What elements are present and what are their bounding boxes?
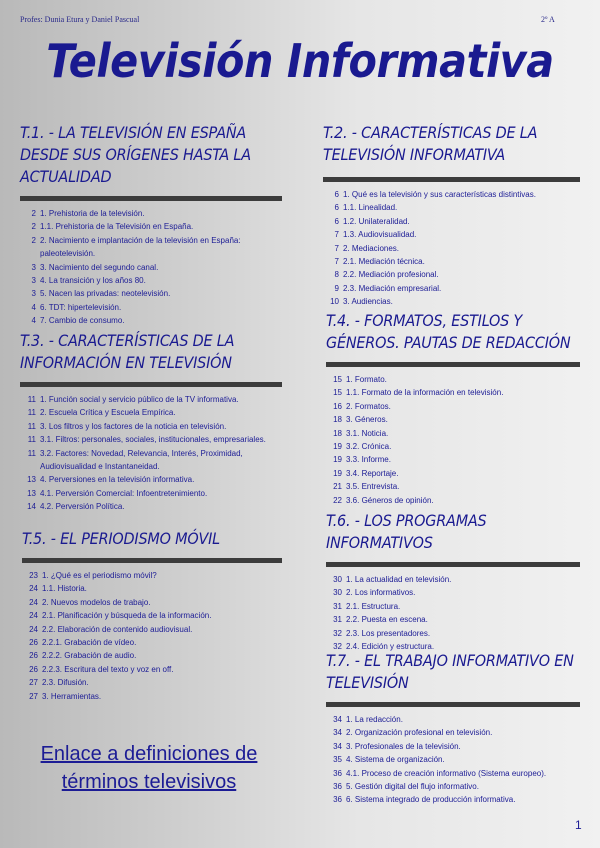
toc-page-number: 36	[333, 795, 342, 805]
toc-entry-text: 1. Qué es la televisión y sus características distintivas.	[343, 190, 536, 199]
toc-item[interactable]	[326, 600, 580, 613]
toc-entry-text: 3.6. Géneros de opinión.	[346, 495, 434, 505]
toc-entry-text: 3.2. Crónica.	[346, 442, 392, 452]
toc-item[interactable]	[20, 274, 282, 287]
toc-item[interactable]	[326, 753, 580, 766]
toc-item[interactable]	[20, 447, 282, 474]
toc-item[interactable]	[323, 255, 580, 268]
toc-item[interactable]	[20, 220, 282, 233]
toc-page-number: 34	[333, 741, 342, 751]
toc-page-number: 2	[31, 235, 36, 245]
toc-item[interactable]	[326, 613, 580, 626]
toc-entry-text: 2.1. Estructura.	[346, 601, 401, 611]
section-divider	[323, 177, 580, 182]
toc-page-number: 8	[334, 270, 339, 280]
toc-page-number: 34	[333, 728, 342, 738]
toc-item[interactable]	[323, 188, 580, 201]
section-title: T.4. - FORMATOS, ESTILOS Y GÉNEROS. PAUTAS DE REDACCIÓN	[326, 311, 571, 352]
toc-item[interactable]	[323, 201, 580, 214]
toc-page-number: 19	[333, 442, 342, 452]
toc-entry-text: 2.3. Los presentadores.	[346, 628, 431, 638]
toc-page-number: 24	[29, 597, 38, 607]
toc-item[interactable]	[326, 780, 580, 793]
toc-entry-text: 2.1. Mediación técnica.	[343, 257, 425, 267]
toc-item[interactable]	[20, 433, 282, 446]
section-divider	[326, 702, 580, 707]
toc-entry-text: 1. La actualidad en televisión.	[346, 575, 452, 584]
toc-list	[326, 573, 580, 653]
toc-page-number: 7	[334, 257, 339, 267]
section-divider	[22, 558, 282, 563]
toc-page-number: 24	[29, 624, 38, 634]
toc-item[interactable]	[22, 636, 282, 649]
toc-item[interactable]	[326, 586, 580, 599]
toc-item[interactable]	[22, 649, 282, 662]
toc-item[interactable]	[323, 282, 580, 295]
toc-entry-text: 5. Gestión digital del flujo informativo.	[346, 782, 479, 792]
toc-entry-text: 2.3. Mediación empresarial.	[343, 283, 442, 293]
toc-item[interactable]	[20, 487, 282, 500]
section-divider	[20, 196, 282, 201]
toc-entry-text: 3. Herramientas.	[42, 691, 102, 701]
toc-page-number: 31	[333, 601, 342, 611]
toc-entry-text: 2. Organización profesional en televisión.	[346, 728, 493, 738]
toc-page-number: 26	[29, 638, 38, 648]
toc-entry-text: 4.2. Perversión Política.	[40, 502, 125, 512]
toc-item[interactable]	[22, 582, 282, 595]
toc-page-number: 21	[333, 482, 342, 492]
toc-page-number: 32	[333, 628, 342, 638]
toc-item[interactable]	[326, 373, 580, 386]
toc-page-number: 3	[31, 262, 36, 272]
toc-entry-text: 3. Nacimiento del segundo canal.	[40, 262, 159, 272]
toc-item[interactable]	[20, 420, 282, 433]
toc-page-number: 18	[333, 428, 342, 438]
toc-page-number: 4	[31, 316, 36, 326]
toc-entry-text: 2.2. Mediación profesional.	[343, 270, 439, 280]
toc-page-number: 15	[333, 388, 342, 398]
section-t1	[20, 122, 282, 328]
toc-entry-text: 4.1. Proceso de creación informativo (Sistema europeo).	[346, 768, 547, 778]
toc-item[interactable]	[20, 207, 282, 220]
toc-entry-text: 1. Formato.	[346, 375, 387, 384]
toc-entry-text: 1.1. Historia.	[42, 584, 87, 594]
section-t7	[326, 650, 580, 807]
toc-item[interactable]	[22, 623, 282, 636]
course-header: 2º A	[541, 15, 555, 24]
section-title: T.6. - LOS PROGRAMAS INFORMATIVOS	[326, 511, 487, 552]
toc-page-number: 16	[333, 401, 342, 411]
toc-page-number: 7	[334, 243, 339, 253]
toc-page-number: 34	[333, 715, 342, 724]
toc-page-number: 36	[333, 768, 342, 778]
toc-page-number: 27	[29, 678, 38, 688]
toc-page-number: 3	[31, 276, 36, 286]
toc-item[interactable]	[20, 473, 282, 486]
toc-item[interactable]	[326, 440, 580, 453]
section-t4	[326, 310, 580, 507]
toc-list	[20, 207, 282, 328]
section-divider	[20, 382, 282, 387]
toc-item[interactable]	[20, 287, 282, 300]
toc-item[interactable]	[20, 301, 282, 314]
section-title: T.7. - EL TRABAJO INFORMATIVO EN TELEVISIÓN	[326, 651, 574, 692]
toc-entry-text: 3.2. Factores: Novedad, Relevancia, Interés, Proximidad, Audiovisualidad e Instantaneidad.	[40, 448, 243, 472]
toc-item[interactable]	[323, 242, 580, 255]
page-number: 1	[575, 818, 582, 832]
toc-item[interactable]	[326, 480, 580, 493]
toc-entry-text: 2.2.1. Grabación de vídeo.	[42, 638, 137, 648]
toc-list	[20, 393, 282, 514]
toc-item[interactable]	[20, 261, 282, 274]
toc-item[interactable]	[323, 295, 580, 308]
toc-item[interactable]	[326, 453, 580, 466]
toc-page-number: 3	[31, 289, 36, 299]
toc-item[interactable]	[22, 609, 282, 622]
toc-page-number: 13	[27, 488, 36, 498]
toc-entry-text: 1. Prehistoria de la televisión.	[40, 209, 145, 218]
toc-page-number: 32	[333, 642, 342, 652]
toc-entry-text: 4. Perversiones en la televisión informativa.	[40, 475, 195, 485]
toc-entry-text: 2. Formatos.	[346, 401, 391, 411]
toc-list	[326, 373, 580, 507]
toc-entry-text: 3.1. Noticia.	[346, 428, 389, 438]
toc-item[interactable]	[22, 663, 282, 676]
section-title: T.5. - EL PERIODISMO MÓVIL	[22, 529, 220, 548]
authors-header: Profes: Dunia Etura y Daniel Pascual	[20, 15, 140, 24]
toc-page-number: 27	[29, 691, 38, 701]
toc-entry-text: 5. Nacen las privadas: neotelevisión.	[40, 289, 171, 299]
toc-item[interactable]	[323, 215, 580, 228]
toc-item[interactable]	[326, 726, 580, 739]
toc-page-number: 6	[334, 203, 339, 213]
toc-item[interactable]	[22, 690, 282, 703]
toc-page-number: 7	[334, 230, 339, 240]
section-t5	[22, 528, 282, 703]
toc-entry-text: 3.5. Entrevista.	[346, 482, 400, 492]
section-t2	[323, 122, 580, 309]
toc-list	[22, 569, 282, 703]
toc-page-number: 19	[333, 468, 342, 478]
toc-entry-text: 1.1. Linealidad.	[343, 203, 398, 213]
glossary-link[interactable]: Enlace a definiciones de términos televisivos	[40, 743, 258, 793]
toc-entry-text: 1. La redacción.	[346, 715, 403, 724]
toc-page-number: 35	[333, 755, 342, 765]
toc-entry-text: 2.2. Elaboración de contenido audiovisual.	[42, 624, 193, 634]
toc-list	[326, 713, 580, 807]
toc-entry-text: 1.1. Prehistoria de la Televisión en España.	[40, 222, 194, 232]
toc-entry-text: 4. La transición y los años 80.	[40, 276, 146, 286]
toc-entry-text: 3. Los filtros y los factores de la noticia en televisión.	[40, 421, 227, 431]
toc-entry-text: 2. Mediaciones.	[343, 243, 400, 253]
toc-page-number: 36	[333, 782, 342, 792]
toc-item[interactable]	[326, 767, 580, 780]
toc-page-number: 11	[27, 435, 36, 445]
toc-page-number: 19	[333, 455, 342, 465]
toc-item[interactable]	[326, 413, 580, 426]
toc-item[interactable]	[20, 500, 282, 513]
toc-item[interactable]	[20, 234, 282, 261]
toc-page-number: 11	[27, 395, 36, 404]
toc-entry-text: 4. Sistema de organización.	[346, 755, 445, 765]
toc-entry-text: 6. Sistema integrado de producción informativa.	[346, 795, 516, 805]
toc-entry-text: 7. Cambio de consumo.	[40, 316, 125, 326]
toc-entry-text: 2. Nacimiento e implantación de la televisión en España: paleotelevisión.	[40, 235, 241, 259]
toc-item[interactable]	[326, 793, 580, 806]
toc-page-number: 30	[333, 575, 342, 584]
toc-item[interactable]	[20, 314, 282, 327]
toc-entry-text: 1.3. Audiovisualidad.	[343, 230, 417, 240]
toc-entry-text: 1.1. Formato de la información en televisión.	[346, 388, 504, 398]
toc-entry-text: 2. Los informativos.	[346, 588, 416, 598]
toc-page-number: 26	[29, 651, 38, 661]
toc-list	[323, 188, 580, 309]
section-title: T.2. - CARACTERÍSTICAS DE LA TELEVISIÓN INFORMATIVA	[323, 123, 538, 164]
toc-item[interactable]	[326, 740, 580, 753]
toc-item[interactable]	[323, 268, 580, 281]
toc-item[interactable]	[20, 406, 282, 419]
toc-item[interactable]	[323, 228, 580, 241]
toc-page-number: 23	[29, 571, 38, 580]
toc-page-number: 11	[27, 421, 36, 431]
toc-page-number: 2	[31, 209, 36, 218]
toc-item[interactable]	[326, 713, 580, 726]
toc-entry-text: 3.4. Reportaje.	[346, 468, 399, 478]
toc-page-number: 11	[27, 448, 36, 458]
toc-item[interactable]	[326, 494, 580, 507]
toc-entry-text: 1.2. Unilateralidad.	[343, 216, 410, 226]
toc-page-number: 2	[31, 222, 36, 232]
section-t3	[20, 330, 282, 514]
toc-page-number: 10	[330, 297, 339, 307]
toc-entry-text: 2.2.2. Grabación de audio.	[42, 651, 137, 661]
toc-item[interactable]	[20, 393, 282, 406]
toc-entry-text: 4.1. Perversión Comercial: Infoentretenimiento.	[40, 488, 208, 498]
toc-entry-text: 3. Audiencias.	[343, 297, 393, 307]
toc-page-number: 6	[334, 216, 339, 226]
toc-entry-text: 1. ¿Qué es el periodismo móvil?	[42, 571, 157, 580]
toc-page-number: 30	[333, 588, 342, 598]
toc-entry-text: 3.1. Filtros: personales, sociales, institucionales, empresariales.	[40, 435, 266, 445]
section-divider	[326, 562, 580, 567]
section-title: T.1. - LA TELEVISIÓN EN ESPAÑA DESDE SUS ORÍGENES HASTA LA ACTUALIDAD	[20, 123, 251, 186]
toc-page-number: 4	[31, 302, 36, 312]
document-title: Televisión Informativa	[46, 34, 554, 88]
toc-entry-text: 6. TDT: hipertelevisión.	[40, 302, 122, 312]
toc-item[interactable]	[22, 569, 282, 582]
toc-entry-text: 2.3. Difusión.	[42, 678, 89, 688]
toc-entry-text: 2.1. Planificación y búsqueda de la información.	[42, 611, 212, 621]
toc-entry-text: 1. Función social y servicio público de la TV informativa.	[40, 395, 239, 404]
toc-entry-text: 2.4. Edición y estructura.	[346, 642, 435, 652]
toc-item[interactable]	[326, 467, 580, 480]
toc-entry-text: 2.2.3. Escritura del texto y voz en off.	[42, 664, 174, 674]
toc-page-number: 13	[27, 475, 36, 485]
toc-item[interactable]	[326, 627, 580, 640]
toc-item[interactable]	[326, 400, 580, 413]
toc-page-number: 15	[333, 375, 342, 384]
toc-page-number: 14	[27, 502, 36, 512]
toc-page-number: 24	[29, 584, 38, 594]
section-divider	[326, 362, 580, 367]
toc-page-number: 24	[29, 611, 38, 621]
toc-page-number: 18	[333, 415, 342, 425]
section-t6	[326, 510, 580, 653]
toc-entry-text: 2. Escuela Crítica y Escuela Empírica.	[40, 408, 176, 418]
toc-item[interactable]	[326, 573, 580, 586]
toc-entry-text: 3. Profesionales de la televisión.	[346, 741, 461, 751]
toc-item[interactable]	[22, 596, 282, 609]
toc-page-number: 11	[27, 408, 36, 418]
toc-entry-text: 2. Nuevos modelos de trabajo.	[42, 597, 151, 607]
toc-item[interactable]	[22, 676, 282, 689]
toc-item[interactable]	[326, 386, 580, 399]
toc-item[interactable]	[326, 427, 580, 440]
toc-page-number: 22	[333, 495, 342, 505]
section-title: T.3. - CARACTERÍSTICAS DE LA INFORMACIÓN EN TELEVISIÓN	[20, 331, 235, 372]
toc-page-number: 26	[29, 664, 38, 674]
toc-page-number: 6	[334, 190, 339, 199]
toc-page-number: 9	[334, 283, 339, 293]
toc-entry-text: 2.2. Puesta en escena.	[346, 615, 428, 625]
toc-entry-text: 3. Géneros.	[346, 415, 388, 425]
toc-page-number: 31	[333, 615, 342, 625]
toc-entry-text: 3.3. Informe.	[346, 455, 391, 465]
